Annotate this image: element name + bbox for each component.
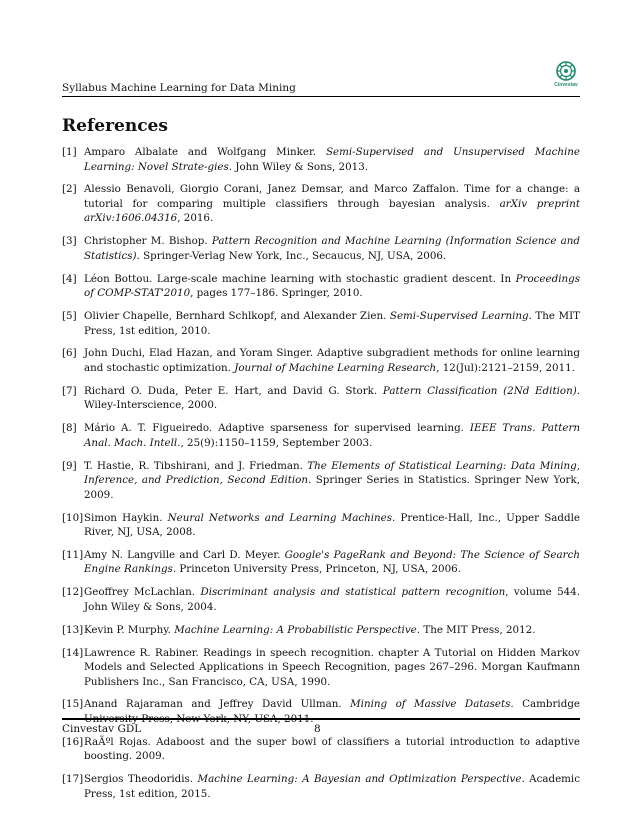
reference-number: [5] — [62, 310, 77, 323]
reference-title: arXiv preprint arXiv:1606.04316 — [84, 197, 580, 225]
reference-title: Pattern Recognition and Machine Learning (Information Science and Statistics). — [84, 235, 580, 262]
reference-segment: John Duchi, Elad Hazan, and Yoram Singer. Adaptive subgradient methods for online learning and stochastic optimization. — [84, 347, 580, 374]
reference-title: Machine Learning: A Bayesian and Optimization Perspective. — [197, 773, 525, 786]
reference-number: [7] — [62, 384, 77, 397]
header-title: Syllabus Machine Learning for Data Mining — [62, 82, 296, 94]
reference-segment: , 12(Jul):2121–2159, 2011. — [436, 361, 575, 374]
reference-number: [15] — [62, 698, 84, 711]
reference-number: [2] — [62, 183, 77, 196]
reference-segment: John Wiley & Sons, 2013. — [232, 160, 369, 173]
reference-title: Journal of Machine Learning Research — [234, 361, 437, 374]
reference-segment: Cambridge University Press, New York, NY, USA, 2011. — [84, 698, 581, 725]
reference-segment: Olivier Chapelle, Bernhard Schlkopf, and Alexander Zien. — [84, 310, 390, 323]
logo-emblem-icon — [555, 60, 577, 82]
reference-title: Discriminant analysis and statistical pattern recognition — [200, 586, 506, 599]
reference-title: Machine Learning: A Probabilistic Perspective. — [174, 623, 421, 636]
reference-text — [84, 511, 580, 540]
reference-segment: The MIT Press, 1st edition, 2010. — [84, 310, 580, 337]
reference-segment: , 2016. — [177, 212, 214, 225]
reference-segment: Princeton University Press, Princeton, NJ, USA, 2006. — [176, 563, 461, 576]
reference-item — [62, 182, 580, 226]
reference-number: [12] — [62, 586, 84, 599]
reference-title: Proceedings of COMP-STAT'2010 — [84, 272, 580, 300]
reference-number: [4] — [62, 272, 77, 285]
reference-segment: T. Hastie, R. Tibshirani, and J. Friedman. — [84, 459, 308, 472]
reference-segment: Richard O. Duda, Peter E. Hart, and David G. Stork. — [84, 384, 383, 397]
reference-title: Google's PageRank and Beyond: The Science of Search Engine Rankings. — [84, 548, 580, 576]
reference-segment: RaÃºl Rojas. Adaboost and the super bowl of classifiers a tutorial introduction to adaptive boosting. 2009. — [84, 735, 580, 763]
logo-label: Cinvestav — [554, 82, 578, 88]
reference-segment: Springer-Verlag New York, Inc., Secaucus, NJ, USA, 2006. — [139, 249, 447, 262]
reference-item — [62, 548, 580, 577]
reference-title: IEEE Trans. Pattern Anal. Mach. Intell. — [84, 422, 580, 449]
reference-item — [62, 511, 580, 540]
reference-number: [10] — [62, 511, 84, 524]
reference-number: [9] — [62, 459, 77, 472]
reference-segment: , volume 544. John Wiley & Sons, 2004. — [84, 586, 581, 613]
reference-text — [84, 272, 580, 301]
reference-segment: Kevin P. Murphy. — [84, 623, 175, 636]
reference-number: [16] — [62, 735, 84, 748]
reference-number: [8] — [62, 422, 77, 435]
footer-institution: Cinvestav GDL — [62, 723, 142, 735]
reference-item — [62, 459, 580, 503]
reference-segment: , pages 177–186. Springer, 2010. — [190, 287, 363, 300]
reference-item — [62, 623, 580, 638]
reference-text — [84, 772, 580, 801]
reference-item — [62, 346, 580, 375]
reference-title: Neural Networks and Learning Machines. — [167, 511, 396, 524]
reference-number: [3] — [62, 235, 77, 248]
reference-segment: Amy N. Langville and Carl D. Meyer. — [84, 548, 285, 561]
reference-number: [6] — [62, 347, 77, 360]
reference-number: [14] — [62, 646, 84, 659]
reference-segment: Alessio Benavoli, Giorgio Corani, Janez Demsar, and Marco Zaffalon. Time for a change: a tutorial for comparing multiple classifiers through bayesian analysis. — [84, 183, 580, 210]
reference-item — [62, 772, 580, 801]
reference-item — [62, 145, 580, 174]
reference-text — [84, 421, 580, 450]
reference-segment: Amparo Albalate and Wolfgang Minker. — [84, 146, 326, 158]
reference-text — [84, 234, 580, 263]
page-header — [62, 60, 580, 94]
reference-segment: Academic Press, 1st edition, 2015. — [84, 773, 580, 800]
reference-item — [62, 735, 580, 764]
reference-item — [62, 421, 580, 450]
cinvestav-logo — [552, 60, 580, 88]
reference-number: [11] — [62, 548, 84, 561]
reference-item — [62, 272, 580, 301]
reference-number: [13] — [62, 623, 84, 636]
reference-text — [84, 646, 580, 690]
reference-list — [62, 145, 580, 810]
reference-text — [84, 548, 580, 577]
reference-text — [84, 384, 580, 413]
reference-text — [84, 182, 580, 226]
section-title: References — [62, 116, 168, 136]
reference-segment: The MIT Press, 2012. — [420, 623, 536, 636]
reference-text — [84, 585, 580, 614]
reference-segment: Mário A. T. Figueiredo. Adaptive sparseness for supervised learning. — [84, 422, 470, 435]
reference-segment: Anand Rajaraman and Jeffrey David Ullman. — [84, 698, 351, 711]
reference-item — [62, 384, 580, 413]
reference-number: [1] — [62, 146, 77, 158]
reference-title: Semi-Supervised and Unsupervised Machine Learning: Novel Strate-gies. — [84, 146, 580, 173]
reference-text — [84, 145, 580, 174]
header-rule — [62, 96, 580, 97]
reference-segment: Wiley-Interscience, 2000. — [84, 399, 218, 412]
page-number: 8 — [314, 723, 321, 735]
reference-text — [84, 735, 580, 764]
reference-segment: Prentice-Hall, Inc., Upper Saddle River, NJ, USA, 2008. — [84, 511, 580, 539]
reference-title: The Elements of Statistical Learning: Data Mining, Inference, and Prediction, Second Edition. — [84, 459, 580, 487]
reference-number: [17] — [62, 773, 84, 786]
reference-text — [84, 346, 580, 375]
reference-item — [62, 309, 580, 338]
reference-segment: Christopher M. Bishop. — [84, 235, 212, 248]
footer-rule — [62, 718, 580, 720]
reference-text — [84, 623, 580, 638]
reference-text — [84, 697, 580, 726]
reference-segment: , 25(9):1150–1159, September 2003. — [180, 436, 373, 449]
reference-item — [62, 585, 580, 614]
reference-text — [84, 459, 580, 503]
reference-segment: Geoffrey McLachlan. — [84, 586, 201, 599]
reference-segment: Léon Bottou. Large-scale machine learning with stochastic gradient descent. In — [84, 272, 516, 285]
reference-segment: Lawrence R. Rabiner. Readings in speech recognition. chapter A Tutorial on Hidden Markov Models and Selected Applications in Speech Recognition, pages 267–296. Morgan Kaufmann Publishers Inc., San Francisco, CA, USA, 1990. — [84, 646, 580, 688]
reference-segment: Springer Series in Statistics. Springer New York, 2009. — [84, 474, 580, 501]
reference-title: Pattern Classification (2Nd Edition). — [382, 384, 580, 397]
reference-item — [62, 234, 580, 263]
reference-text — [84, 309, 580, 338]
reference-item — [62, 646, 580, 690]
reference-title: Mining of Massive Datasets. — [350, 698, 514, 711]
reference-title: Semi-Supervised Learning. — [389, 310, 532, 323]
reference-segment: Sergios Theodoridis. — [84, 773, 198, 786]
reference-segment: Simon Haykin. — [84, 511, 168, 524]
